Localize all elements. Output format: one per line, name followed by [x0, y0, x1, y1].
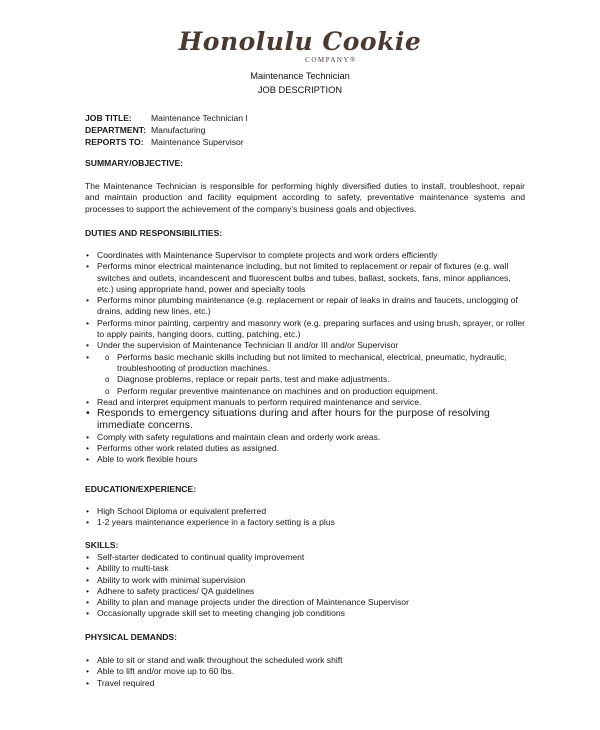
document-title: Maintenance Technician — [250, 71, 350, 81]
meta-row-department — [85, 124, 248, 136]
list-item: • Able to sit or stand and walk throughout the scheduled work shift — [85, 655, 525, 666]
sub-list-item: o Perform regular preventive maintenance on machines and on production equipment. — [85, 386, 525, 397]
list-item: • Ability to multi-task — [85, 563, 525, 574]
list-item: • Travel required — [85, 678, 525, 689]
list-item: • Occasionally upgrade skill set to meeting changing job conditions — [85, 608, 525, 619]
meta-value: Maintenance Supervisor — [151, 137, 244, 147]
logo-company: COMPANY® — [305, 56, 357, 64]
list-item: • Adhere to safety practices/ QA guidelines — [85, 586, 525, 597]
job-meta — [85, 112, 248, 148]
list-item: • Responds to emergency situations during and after hours for the purpose of resolving immediate concerns. — [85, 408, 525, 432]
meta-value: Manufacturing — [151, 125, 206, 135]
list-item: • Ability to work with minimal supervision — [85, 575, 525, 586]
list-item: • Able to work flexible hours — [85, 454, 525, 465]
document-subtitle: JOB DESCRIPTION — [257, 85, 343, 95]
summary-heading: SUMMARY/OBJECTIVE: — [85, 158, 184, 168]
list-item: • Read and interpret equipment manuals to perform required maintenance and service. — [85, 397, 525, 408]
list-item: • Able to lift and/or move up to 60 lbs. — [85, 666, 525, 677]
duties-sublist — [85, 352, 525, 397]
list-item: • Performs other work related duties as assigned. — [85, 443, 525, 454]
list-item: • Comply with safety regulations and maintain clean and orderly work areas. — [85, 432, 525, 443]
list-item: • Performs minor plumbing maintenance (e.g. replacement or repair of leaks in drains and faucets, unclogging of drains, adding new lines, etc.) — [85, 295, 525, 318]
logo-wordmark: Honolulu Cookie — [178, 27, 422, 56]
physical-list — [85, 655, 525, 689]
list-item: • Performs minor painting, carpentry and masonry work (e.g. preparing surfaces and using brush, sprayer, or roller to apply paints, hanging doors, cutting, patching, etc.) — [85, 318, 525, 341]
skills-heading: SKILLS: — [85, 540, 119, 550]
duties-sublist-wrap — [85, 352, 525, 397]
meta-row-job-title — [85, 112, 248, 124]
education-list — [85, 506, 525, 529]
list-item: • Performs minor electrical maintenance including, but not limited to replacement or repair of fixtures (e.g. wall switches and outlets, incandescent and fluorescent bulbs and tubes, ballast, sockets, fans, minor appliances, etc.) using appropriate hand, power and specialty tools — [85, 261, 525, 295]
duties-list — [85, 250, 525, 466]
meta-value: Maintenance Technician I — [151, 113, 248, 123]
skills-list — [85, 552, 525, 620]
meta-key: DEPARTMENT: — [85, 125, 146, 135]
physical-heading: PHYSICAL DEMANDS: — [85, 632, 177, 642]
list-item: • Ability to plan and manage projects under the direction of Maintenance Supervisor — [85, 597, 525, 608]
meta-row-reports-to — [85, 136, 248, 148]
list-item: • Under the supervision of Maintenance Technician II and/or III and/or Supervisor — [85, 340, 525, 351]
list-item: • Self-starter dedicated to continual quality improvement — [85, 552, 525, 563]
company-logo — [0, 28, 600, 64]
summary-text: The Maintenance Technician is responsible for performing highly diversified duties to install, troubleshoot, repair and maintain production and facility equipment according to safety, preventative maintenance systems and processes to support the achievement of the company’s business goals and objectives. — [85, 181, 525, 214]
meta-key: REPORTS TO: — [85, 137, 144, 147]
list-item: • Coordinates with Maintenance Supervisor to complete projects and work orders efficiently — [85, 250, 525, 261]
sub-list-item: o • Performs basic mechanic skills including but not limited to mechanical, electrical, pneumatic, hydraulic, troubleshooting of production machines. — [85, 352, 525, 375]
list-item: • High School Diploma or equivalent preferred — [85, 506, 525, 517]
meta-key: JOB TITLE: — [85, 113, 132, 123]
education-heading: EDUCATION/EXPERIENCE: — [85, 484, 197, 494]
list-item: • 1-2 years maintenance experience in a factory setting is a plus — [85, 517, 525, 528]
sub-list-item: o Diagnose problems, replace or repair parts, test and make adjustments. — [85, 374, 525, 385]
duties-heading: DUTIES AND RESPONSIBILITIES: — [85, 228, 223, 238]
